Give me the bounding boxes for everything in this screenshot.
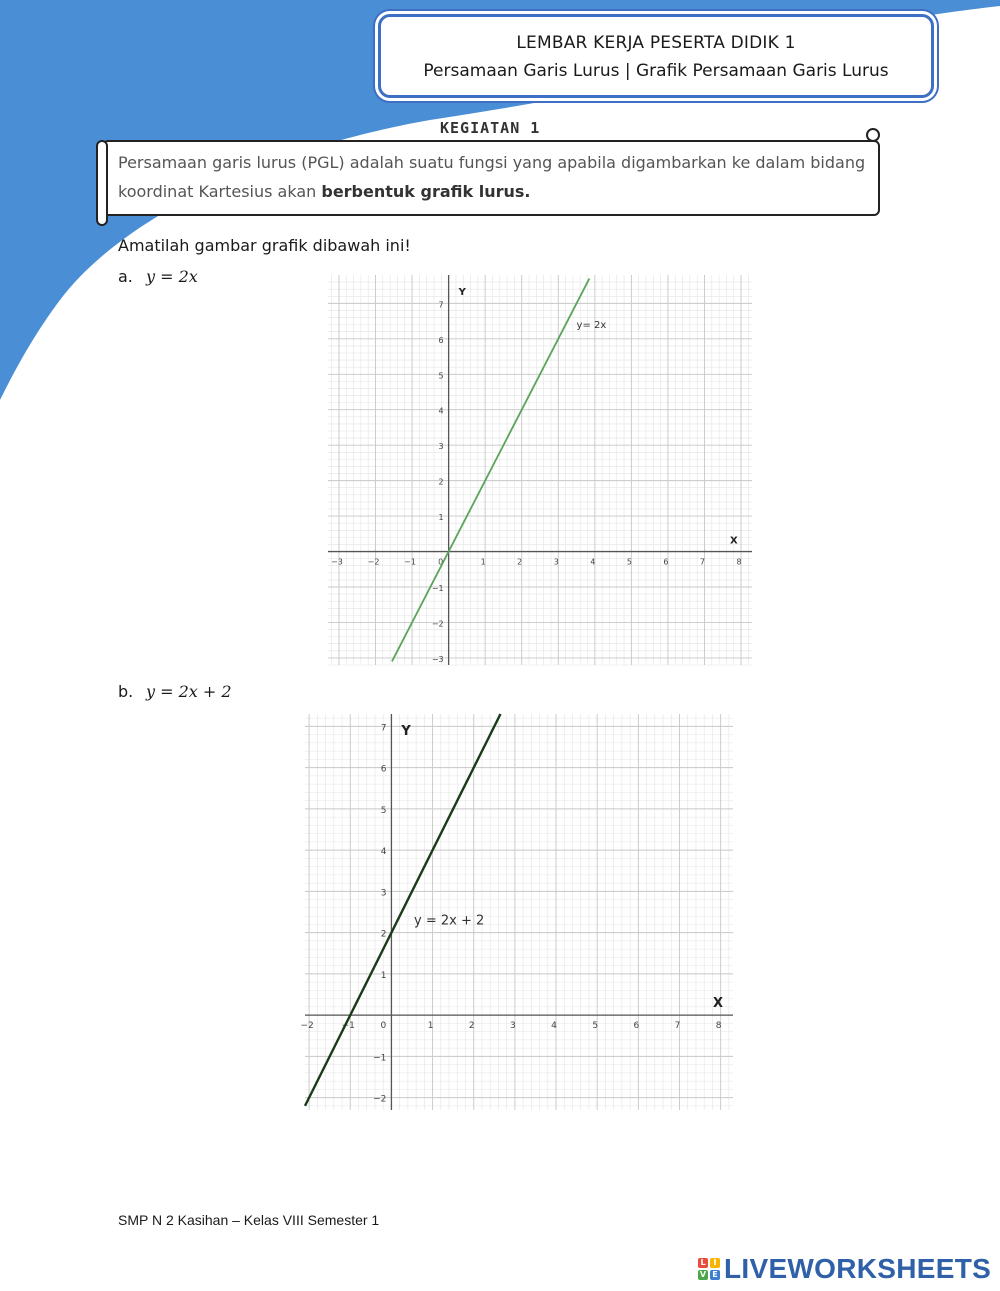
- x-tick-label: −2: [367, 557, 380, 567]
- line-label: y= 2x: [576, 320, 607, 332]
- y-tick-label: −2: [373, 1094, 387, 1105]
- x-tick-label: 7: [699, 557, 706, 567]
- x-axis-label: X: [713, 996, 724, 1012]
- definition-scroll: [102, 140, 880, 216]
- liveworksheets-brand: [698, 1252, 991, 1286]
- y-tick-label: 5: [380, 805, 387, 816]
- x-tick-label: 7: [674, 1021, 681, 1032]
- y-tick-label: −2: [431, 619, 444, 629]
- definition-text-part1: Persamaan garis lurus (PGL) adalah suatu fungsi yang apabila digambarkan ke dalam bidang koordinat Kartesius akan: [118, 153, 866, 201]
- y-tick-label: 1: [380, 970, 387, 981]
- y-tick-label: 2: [380, 929, 387, 940]
- y-tick-label: 3: [380, 888, 387, 899]
- item-a-letter: a.: [118, 267, 133, 286]
- y-tick-label: 4: [438, 406, 444, 416]
- liveworksheets-logo-icon: [698, 1258, 720, 1280]
- x-tick-label: 4: [590, 557, 596, 567]
- x-tick-label: 1: [427, 1021, 434, 1032]
- series-line: [305, 714, 500, 1106]
- x-tick-label: 8: [715, 1021, 722, 1032]
- item-b-label: [118, 682, 232, 701]
- activity-title: KEGIATAN 1: [440, 119, 541, 137]
- x-tick-label: 3: [553, 557, 559, 567]
- x-tick-label: 3: [510, 1021, 516, 1032]
- line-label: y = 2x + 2: [414, 913, 485, 929]
- item-a-label: [118, 267, 198, 286]
- y-tick-label: 7: [380, 723, 387, 734]
- x-tick-label: −2: [300, 1021, 314, 1032]
- x-tick-label: 2: [517, 557, 523, 567]
- scroll-curl-left: [96, 140, 108, 226]
- y-tick-label: 6: [438, 335, 444, 345]
- y-tick-label: 3: [438, 442, 444, 452]
- graph-b: [300, 714, 733, 1110]
- logo-letter: V: [699, 1270, 707, 1279]
- worksheet-title: LEMBAR KERJA PESERTA DIDIK 1: [516, 33, 796, 53]
- x-tick-label: 8: [736, 557, 742, 567]
- worksheet-header: [378, 14, 934, 98]
- definition-text: [118, 148, 866, 206]
- instruction-text: Amatilah gambar grafik dibawah ini!: [118, 236, 411, 255]
- x-tick-label: −1: [404, 557, 416, 567]
- x-tick-label: 4: [551, 1021, 557, 1032]
- definition-text-bold: berbentuk grafik lurus.: [321, 182, 531, 201]
- y-tick-label: 7: [438, 300, 444, 310]
- y-tick-label: 1: [438, 513, 444, 523]
- scroll-curl-right: [866, 128, 880, 142]
- x-tick-label: 5: [626, 557, 632, 567]
- x-tick-label: −1: [341, 1021, 355, 1032]
- x-tick-label: 6: [663, 557, 669, 567]
- logo-letter: I: [710, 1258, 720, 1268]
- item-a-equation: y = 2x: [146, 267, 198, 286]
- logo-letter: E: [710, 1270, 720, 1280]
- brand-name: LIVEWORKSHEETS: [724, 1253, 992, 1284]
- y-tick-label: −3: [431, 654, 444, 664]
- x-axis-label: X: [730, 535, 738, 547]
- x-tick-label: 0: [380, 1021, 387, 1032]
- y-tick-label: 5: [438, 371, 444, 381]
- y-axis-label: Y: [458, 287, 466, 298]
- y-tick-label: 6: [380, 764, 387, 775]
- footer-text: SMP N 2 Kasihan – Kelas VIII Semester 1: [118, 1212, 380, 1228]
- item-b-letter: b.: [118, 682, 134, 701]
- x-tick-label: −3: [331, 557, 343, 567]
- y-axis-label: Y: [401, 724, 411, 739]
- y-tick-label: 4: [380, 847, 387, 858]
- y-tick-label: −1: [431, 584, 444, 593]
- x-tick-label: 0: [438, 557, 444, 567]
- worksheet-subtitle: Persamaan Garis Lurus | Grafik Persamaan Garis Lurus: [423, 61, 889, 81]
- x-tick-label: 2: [468, 1021, 475, 1032]
- y-tick-label: −1: [373, 1053, 387, 1064]
- x-tick-label: 6: [633, 1021, 640, 1032]
- graph-a: [328, 275, 752, 665]
- y-tick-label: 2: [438, 477, 444, 487]
- logo-letter: L: [698, 1258, 708, 1268]
- x-tick-label: 1: [480, 557, 486, 567]
- series-line: [392, 279, 589, 662]
- item-b-equation: y = 2x + 2: [146, 682, 232, 701]
- x-tick-label: 5: [592, 1021, 599, 1032]
